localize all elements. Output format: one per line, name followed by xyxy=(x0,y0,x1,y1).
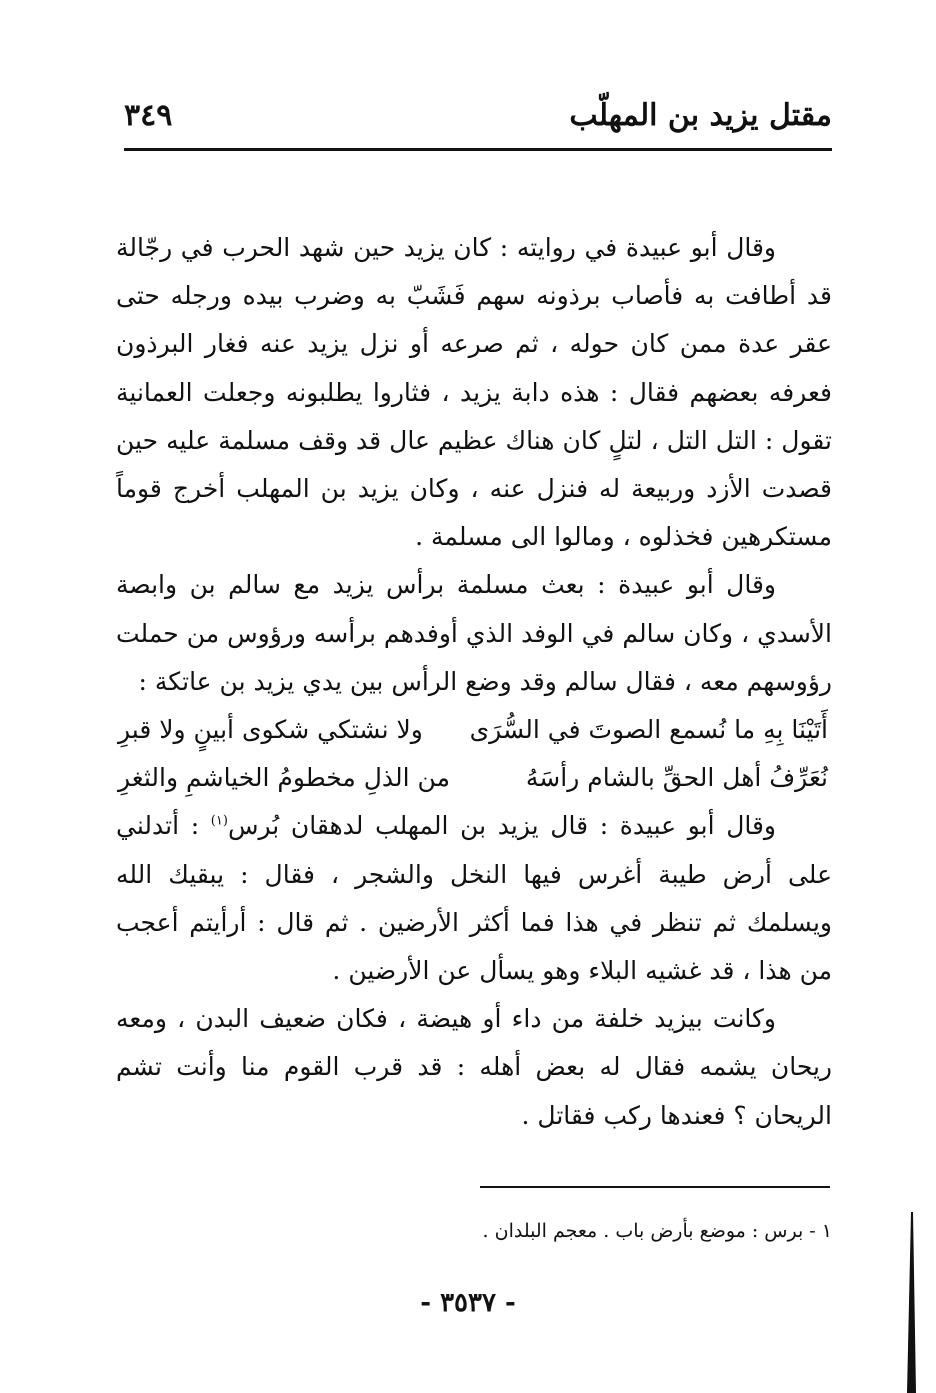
paragraph xyxy=(116,802,832,995)
footnote-rule xyxy=(480,1186,830,1188)
page-edge-shadow xyxy=(904,1212,918,1393)
paragraph: وقال أبو عبيدة : بعث مسلمة برأس يزيد مع سالم بن وابصة الأسدي ، وكان سالم في الوفد الذي أوفدهم برأسه ورؤوس من حملت رؤوسهم معه ، فقال سالم وقد وضع الرأس بين يدي يزيد بن عاتكة : xyxy=(116,570,832,696)
poem-verse xyxy=(116,754,832,802)
folio-number: - ٣٥٣٧ - xyxy=(420,1288,516,1318)
paragraph: وقال أبو عبيدة في روايته : كان يزيد حين شهد الحرب في رجّالة قد أطافت به فأصاب برذونه سهم فَشَبّ به وضرب بيده ورجله حتى عقر عدة ممن كان حوله ، ثم صرعه أو نزل يزيد عنه فغار البرذون فعرفه بعضهم فقال : هذه دابة يزيد ، فثاروا يطلبونه وجعلت العمانية تقول : التل التل ، لتلٍ كان هناك عظيم عال قد وقف مسلمة عليه حين قصدت الأزد وربيعة له فنزل عنه ، وكان يزيد بن المهلب أخرج قوماً مستكرهين فخذلوه ، ومالوا الى مسلمة . xyxy=(116,233,832,552)
footnote-marker[interactable]: (١) xyxy=(210,814,228,830)
verse-second-hemistich: من الذلِ مخطومُ الخياشمِ والثغرِ xyxy=(118,763,450,793)
page-number: ٣٤٩ xyxy=(124,98,173,133)
paragraph: وكانت بيزيد خلفة من داء أو هيضة ، فكان ضعيف البدن ، ومعه ريحان يشمه فقال له بعض أهله : قد قرب القوم منا وأنت تشم الريحان ؟ فعندها ركب فقاتل . xyxy=(116,1004,832,1130)
running-header xyxy=(124,96,832,146)
footnote: ١ - برس : موضع بأرض باب . معجم البلدان . xyxy=(482,1220,832,1242)
main-text xyxy=(116,224,832,1140)
chapter-title: مقتل يزيد بن المهلّب xyxy=(569,98,832,133)
header-rule xyxy=(124,148,832,151)
paragraph-text: : أتدلني على أرض طيبة أغرس فيها النخل والشجر ، فقال : يبقيك الله ويسلمك ثم تنظر في هذا فما أكثر الأرضين . ثم قال : أرأيتم أعجب من هذا ، قد غشيه البلاء وهو يسأل عن الأرضين . xyxy=(116,811,832,986)
paragraph-text: وقال أبو عبيدة : قال يزيد بن المهلب لدهقان بُرس xyxy=(227,811,776,841)
verse-first-hemistich: أَتَيْنَا بِهِ ما نُسمع الصوتَ في السُّرَى xyxy=(469,715,828,745)
poem-verse xyxy=(116,706,832,754)
verse-second-hemistich: ولا نشتكي شكوى أبينٍ ولا قبرِ xyxy=(118,715,423,745)
verse-first-hemistich: نُعَرِّفُ أهل الحقِّ بالشام رأسَهُ xyxy=(525,763,828,793)
